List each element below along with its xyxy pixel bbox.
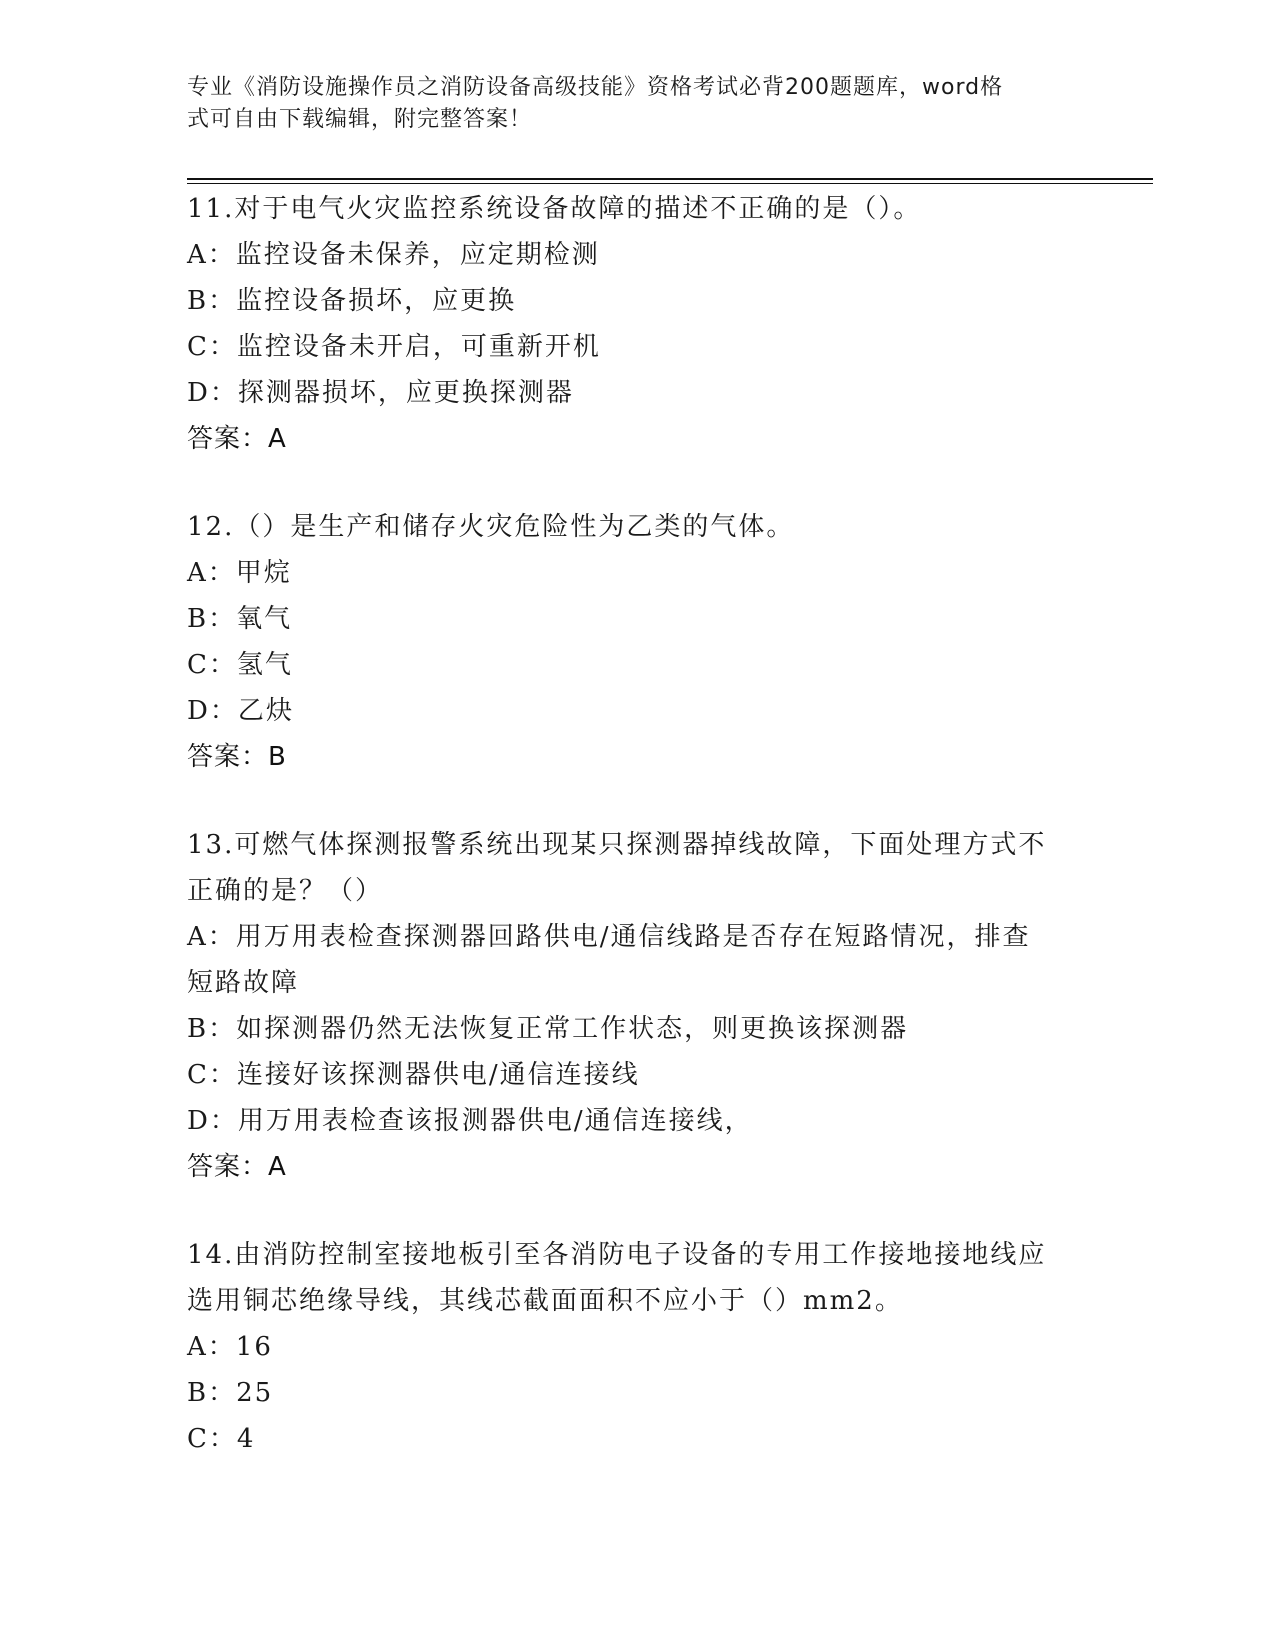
question-list: [187, 186, 1077, 1504]
question-stem-line-2: 选用铜芯绝缘导线，其线芯截面面积不应小于（）mm2。: [187, 1286, 903, 1316]
option-d: D：探测器损坏，应更换探测器: [187, 378, 574, 408]
header-divider-thin: [187, 183, 1153, 184]
option-a: A：用万用表检查探测器回路供电/通信线路是否存在短路情况，排查: [187, 922, 1031, 952]
option-a: A：16: [187, 1332, 273, 1362]
option-c: C：监控设备未开启，可重新开机: [187, 332, 601, 362]
answer-label: 答案：A: [187, 1152, 287, 1182]
option-c: C：4: [187, 1424, 256, 1454]
question-12: [187, 504, 1077, 780]
question-stem-line-1: 13.可燃气体探测报警系统出现某只探测器掉线故障，下面处理方式不: [187, 830, 1047, 860]
option-c: C：连接好该探测器供电/通信连接线: [187, 1060, 640, 1090]
question-stem: 12.（）是生产和储存火灾危险性为乙类的气体。: [187, 512, 795, 542]
option-b: B：监控设备损坏，应更换: [187, 286, 517, 316]
option-b: B：如探测器仍然无法恢复正常工作状态，则更换该探测器: [187, 1014, 909, 1044]
option-b: B：氧气: [187, 604, 293, 634]
option-a-continued: 短路故障: [187, 968, 300, 998]
header-divider-thick: [187, 178, 1153, 180]
question-stem-line-2: 正确的是？（）: [187, 876, 384, 906]
question-11: [187, 186, 1077, 462]
answer-label: 答案：B: [187, 742, 287, 772]
option-d: D：乙炔: [187, 696, 294, 726]
question-13: [187, 822, 1077, 1190]
document-header: [187, 72, 1067, 136]
question-stem-line-1: 14.由消防控制室接地板引至各消防电子设备的专用工作接地接地线应: [187, 1240, 1047, 1270]
answer-label: 答案：A: [187, 424, 287, 454]
header-line-2: 式可自由下载编辑，附完整答案！: [187, 107, 533, 132]
option-a: A：监控设备未保养，应定期检测: [187, 240, 600, 270]
question-stem: 11.对于电气火灾监控系统设备故障的描述不正确的是（）。: [187, 194, 922, 224]
question-14: [187, 1232, 1077, 1462]
header-line-1: 专业《消防设施操作员之消防设备高级技能》资格考试必背200题题库，word格: [187, 75, 1004, 100]
option-b: B：25: [187, 1378, 274, 1408]
option-c: C：氢气: [187, 650, 293, 680]
option-a: A：甲烷: [187, 558, 292, 588]
option-d: D：用万用表检查该报测器供电/通信连接线，: [187, 1106, 753, 1136]
